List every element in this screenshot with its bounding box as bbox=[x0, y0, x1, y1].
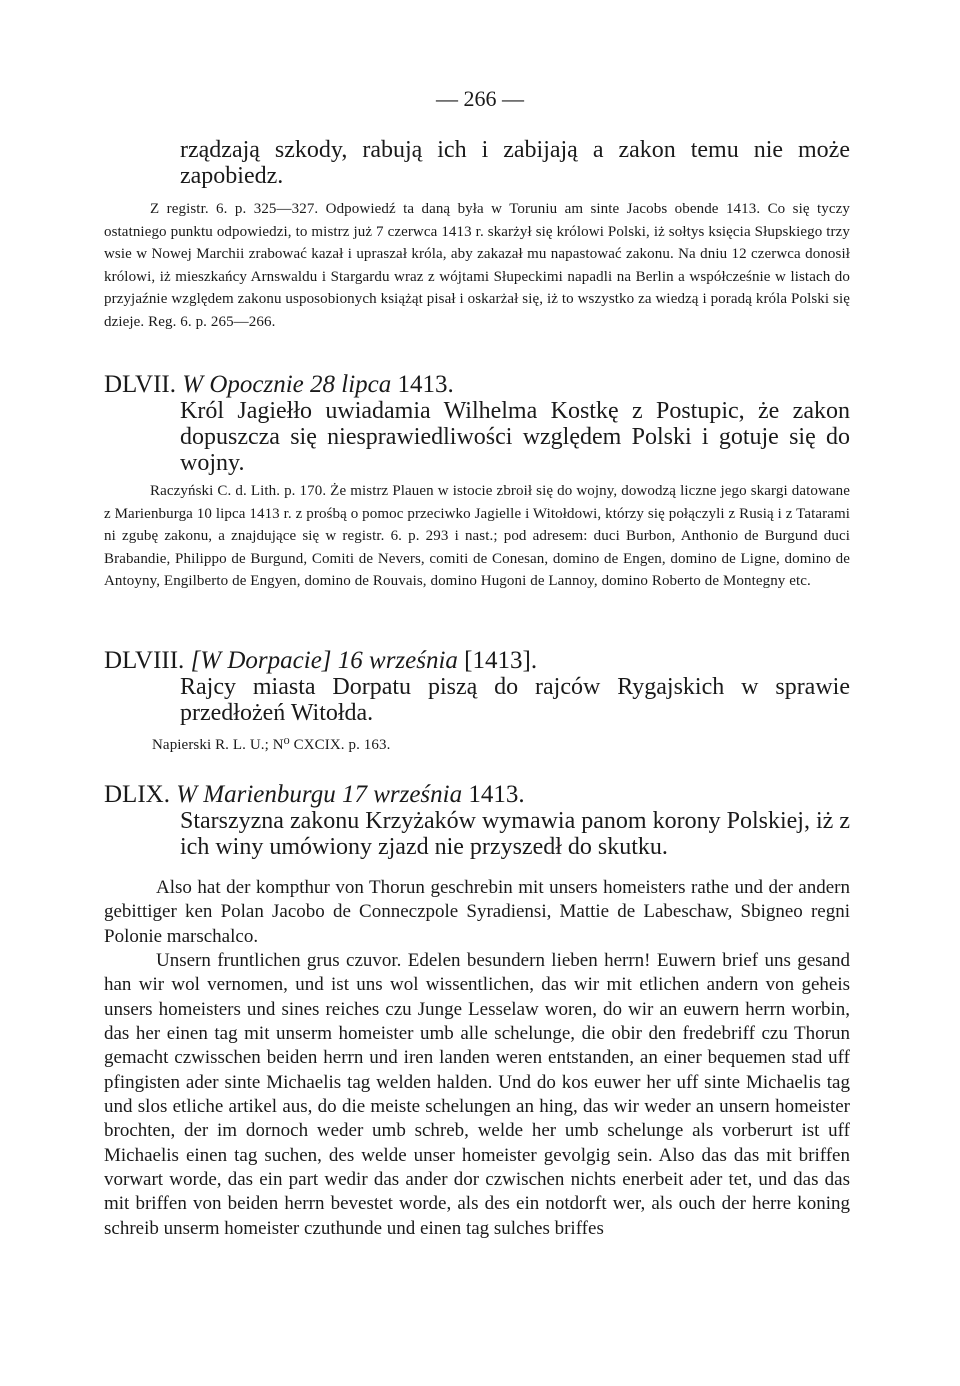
body-paragraph-2: Unsern fruntlichen grus czuvor. Edelen besundern lieben herrn! Euwern brief uns gesand han wir wol vernomen, und ist uns wol wissentlichen, das wir mit etlichen andern von geheis unsers homeisters und sines reiches czu Junge Lesselaw woren, do wir an euwern herrn worbin, das her einen tag mit unserm homeister umb alle schelunge, die obir den fredebriff czu Thorun gemacht czwisschen beiden herrn und iren landen weren entstanden, an einer bequemen stad uff pfingisten ader sinte Michaelis tag welden halden. Und do kos euwer her uff sinte Michaelis tag und slos etliche artikel aus, do die meiste schelungen an hing, das wir weder an unsern homeister brochten, der im dornoch weder umb schreb, welde her umb schelunge als vorberurt ist uff Michaelis einen tag suchen, des welde unser homeister gevolgig sein. Also das das mit briffen vorwart worde, das ein part wedir das ander dor czwischen nichts enerbeit ader tet, und das das mit briffen von beiden herrn bevestet worde, als des ein notdorft wer, als ouch der herre koning schreib unserm homeister czuthunde und einen tag sulches briffes bbox=[104, 950, 850, 1239]
year: 1413. bbox=[397, 371, 454, 398]
document-number: DLIX. bbox=[104, 781, 170, 808]
document-header-559 bbox=[104, 782, 850, 808]
continuation-text: rządzają szkody, rabują ich i zabijają a zakon temu nie może zapobiedz. bbox=[180, 137, 850, 189]
body-paragraph-1: Also hat der kompthur von Thorun geschrebin mit unsers homeisters rathe und der andern gebittiger ken Polan Jacobo de Conneczpole Syradiensi, Mattie de Labeschaw, Sbigneo regni Polonie marschalco. bbox=[104, 877, 850, 947]
place-date: [W Dorpacie] 16 września bbox=[190, 647, 458, 674]
document-note-557: Raczyński C. d. Lith. p. 170. Że mistrz Plauen w istocie zbroił się do wojny, dowodzą liczne jego skargi datowane z Marienburga 10 lipca 1413 r. z prośbą o pomoc przeciwko Jagielle i Witołdowi, którzy się połączyli z Rusią i z Tatarami ni zgubę zakonu, a znajdujące się w registr. 6. p. 293 i nast.; pod adresem: duci Burbon, Anthonio de Burgund duci Brabandie, Philippo de Burgund, Comiti de Nevers, comiti de Conesan, domino de Engen, domino de Ligne, domino de Antoyny, Engilberto de Engyen, domino de Rouvais, domino Hugoni de Lannoy, domino Roberto de Montegny etc. bbox=[104, 483, 850, 590]
document-number: DLVIII. bbox=[104, 647, 185, 674]
document-title-557: Król Jagiełło uwiadamia Wilhelma Kostkę z Postupic, że zakon dopuszcza się niesprawiedliwości względem Polski i gotuje się do wojny. bbox=[180, 398, 850, 476]
document-title-559: Starszyzna zakonu Krzyżaków wymawia panom korony Polskiej, iż z ich winy umówiony zjazd nie przyszedł do skutku. bbox=[180, 808, 850, 860]
year: [1413]. bbox=[464, 647, 538, 674]
document-header-558 bbox=[104, 648, 850, 674]
place-date: W Marienburgu 17 września bbox=[176, 781, 463, 808]
document-note-558: Napierski R. L. U.; N⁰ CXCIX. p. 163. bbox=[152, 737, 391, 753]
footnote-top: Z registr. 6. p. 325—327. Odpowiedź ta daną była w Toruniu am sinte Jacobs obende 1413. Co się tyczy ostatniego punktu odpowiedzi, to mistrz już 7 czerwca 1413 r. skarżył się królowi Polski, iż sołtys księcia Słupskiego trzy wsie w Nowej Marchii zrabować kazał i upraszał króla, aby zakazał mu napastować zakonu. Na dniu 12 czerwca donosił królowi, iż mieszkańcy Arnswaldu i Stargardu wraz z wójtami Słupeckimi napadli na Berlin a współcześnie w listach do przyjaźnie względem zakonu usposobionych książąt pisał i oskarżał się, iż to wszystko za wiedzą i poradą króla Polski się dzieje. Reg. 6. p. 265—266. bbox=[104, 201, 850, 330]
document-header-557 bbox=[104, 372, 850, 398]
page-number: — 266 — bbox=[436, 86, 524, 111]
place-date: W Opocznie 28 lipca bbox=[182, 371, 392, 398]
document-title-558: Rajcy miasta Dorpatu piszą do rajców Rygajskich w sprawie przedłożeń Witołda. bbox=[180, 674, 850, 726]
document-body-559 bbox=[104, 876, 850, 1241]
year: 1413. bbox=[468, 781, 525, 808]
document-number: DLVII. bbox=[104, 371, 176, 398]
